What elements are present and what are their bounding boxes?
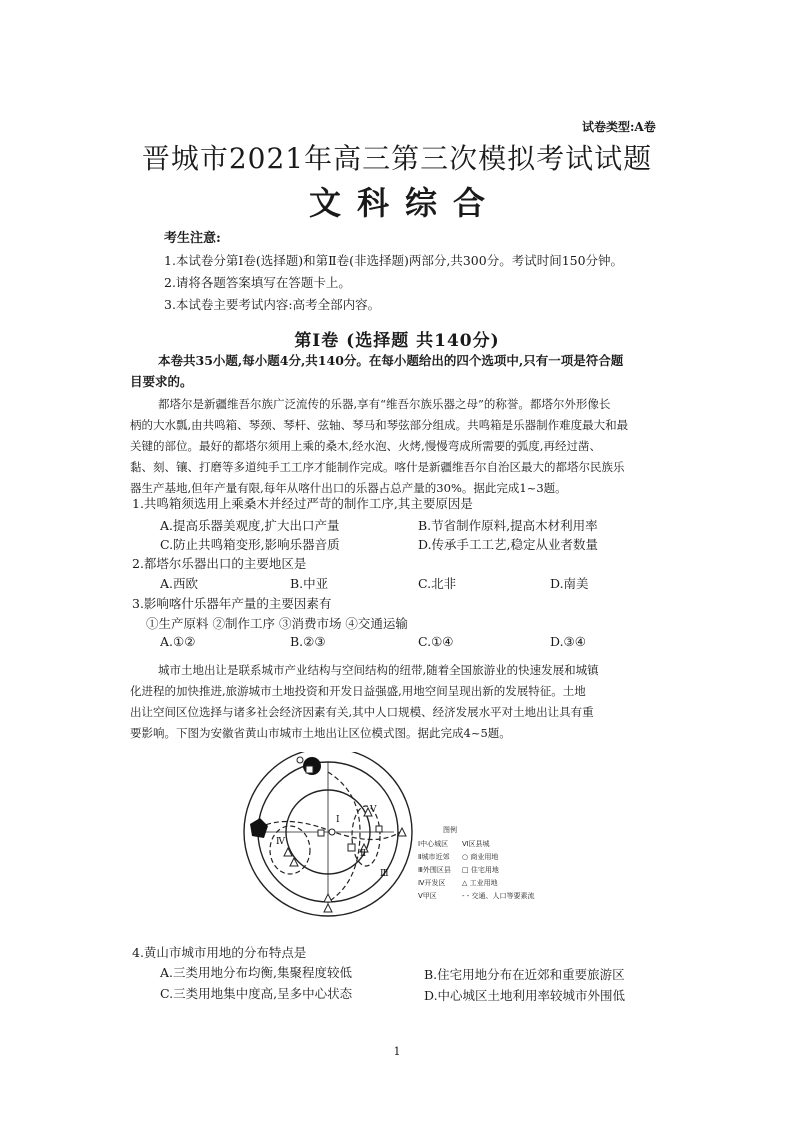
question-1-stem: 1.共鸣箱须选用上乘桑木并经过严苛的制作工序,其主要原因是 bbox=[132, 496, 473, 511]
ring-label-ii: Ⅱ bbox=[360, 849, 367, 859]
legend-item: - - 交通、人口等要素流 bbox=[462, 892, 535, 900]
q4-option-b[interactable]: B.住宅用地分布在近郊和重要旅游区 bbox=[424, 967, 625, 982]
question-4-stem: 4.黄山市城市用地的分布特点是 bbox=[132, 945, 307, 960]
passage-line: 器生产基地,但年产量有限,每年从喀什出口的乐器占总产量的30%。据此完成1~3题。 bbox=[130, 481, 567, 495]
industrial-land-symbol bbox=[324, 894, 332, 902]
ring-label-iv: Ⅳ bbox=[276, 837, 285, 847]
notice-item: 2.请将各题答案填写在答题卡上。 bbox=[164, 275, 351, 290]
q1-option-a[interactable]: A.提高乐器美观度,扩大出口产量 bbox=[160, 518, 340, 533]
q2-option-d[interactable]: D.南美 bbox=[550, 576, 589, 591]
legend-item: □ 住宅用地 bbox=[462, 866, 499, 874]
q3-option-c[interactable]: C.①④ bbox=[418, 634, 454, 649]
legend-item: Ⅵ区县城 bbox=[462, 840, 490, 848]
passage-line: 黏、刻、镶、打磨等多道纯手工工序才能制作完成。喀什是新疆维吾尔自治区最大的都塔尔民族乐 bbox=[130, 460, 625, 474]
passage-line: 都塔尔是新疆维吾尔族广泛流传的乐器,享有“维吾尔族乐器之母”的称誉。都塔尔外形像长 bbox=[158, 397, 611, 411]
passage-line: 要影响。下图为安徽省黄山市城市土地出让区位模式图。据此完成4~5题。 bbox=[130, 726, 511, 740]
q1-option-c[interactable]: C.防止共鸣箱变形,影响乐器音质 bbox=[160, 537, 340, 552]
figure-legend bbox=[418, 825, 535, 900]
notice-item: 1.本试卷分第Ⅰ卷(选择题)和第Ⅱ卷(非选择题)两部分,共300分。考试时间150分钟。 bbox=[164, 253, 624, 268]
notice-block bbox=[164, 228, 623, 316]
notice-item: 3.本试卷主要考试内容:高考全部内容。 bbox=[164, 297, 381, 312]
q3-option-b[interactable]: B.②③ bbox=[290, 634, 326, 649]
legend-item: Ⅲ外围区县 bbox=[418, 866, 451, 874]
legend-item: Ⅱ城市近郊 bbox=[418, 853, 450, 861]
q3-factors: ①生产原料 ②制作工序 ③消费市场 ④交通运输 bbox=[146, 616, 408, 631]
q3-option-a[interactable]: A.①② bbox=[160, 634, 196, 649]
passage-1 bbox=[130, 394, 660, 499]
ring-label-i: Ⅰ bbox=[336, 815, 340, 825]
land-use-location-figure bbox=[240, 752, 660, 932]
legend-item: △ 工业用地 bbox=[462, 879, 498, 887]
passage-line: 柄的大水瓢,由共鸣箱、琴颈、琴杆、弦轴、琴马和琴弦部分组成。共鸣箱是乐器制作难度最大和最 bbox=[130, 418, 629, 432]
passage-line: 城市土地出让是联系城市产业结构与空间结构的纽带,随着全国旅游业的快速发展和城镇 bbox=[158, 663, 599, 677]
q1-option-b[interactable]: B.节省制作原料,提高木材利用率 bbox=[418, 518, 598, 533]
section-intro bbox=[130, 350, 660, 392]
flow-line bbox=[328, 772, 360, 902]
q4-option-c[interactable]: C.三类用地集中度高,呈多中心状态 bbox=[160, 986, 353, 1001]
legend-item: Ⅰ中心城区 bbox=[418, 840, 449, 848]
intro-line: 本卷共35小题,每小题4分,共140分。在每小题给出的四个选项中,只有一项是符合题 bbox=[158, 353, 624, 368]
exam-title: 晋城市2021年高三第三次模拟考试试题 bbox=[141, 142, 653, 175]
q2-option-c[interactable]: C.北非 bbox=[418, 576, 457, 591]
legend-title: 图例 bbox=[443, 826, 457, 834]
legend-item: Ⅴ甲区 bbox=[418, 892, 437, 900]
passage-line: 出让空间区位选择与诸多社会经济因素有关,其中人口规模、经济发展水平对土地出让具有重 bbox=[130, 705, 594, 719]
question-3-stem: 3.影响喀什乐器年产量的主要因素有 bbox=[132, 596, 332, 611]
commercial-land-symbol bbox=[297, 757, 303, 763]
residential-land-symbol bbox=[348, 844, 355, 851]
ring-label-iii: Ⅲ bbox=[380, 869, 389, 879]
passage-2 bbox=[130, 660, 660, 744]
q4-option-a[interactable]: A.三类用地分布均衡,集聚程度较低 bbox=[160, 965, 352, 980]
passage-line: 关键的部位。最好的都塔尔须用上乘的桑木,经水泡、火烤,慢慢弯成所需要的弧度,再经过凿、 bbox=[130, 439, 601, 453]
notice-heading: 考生注意: bbox=[164, 231, 221, 246]
subject-title: 文科综合 bbox=[308, 184, 501, 222]
q2-option-a[interactable]: A.西欧 bbox=[160, 576, 199, 591]
paper-type-label: 试卷类型:A卷 bbox=[582, 120, 656, 134]
residential-land-symbol bbox=[306, 766, 313, 773]
q1-option-d[interactable]: D.传承手工工艺,稳定从业者数量 bbox=[418, 537, 599, 552]
ring-label-v: Ⅴ bbox=[370, 805, 377, 815]
legend-item: Ⅳ开发区 bbox=[418, 879, 446, 887]
intro-line: 目要求的。 bbox=[130, 374, 193, 389]
section-title: 第Ⅰ卷 (选择题 共140分) bbox=[294, 331, 500, 351]
residential-land-symbol bbox=[376, 826, 382, 832]
legend-item: ○ 商业用地 bbox=[462, 853, 499, 861]
county-seat-marker-left bbox=[250, 818, 268, 838]
industrial-land-symbol bbox=[324, 904, 332, 912]
passage-line: 化进程的加快推进,旅游城市土地投资和开发日益强盛,用地空间呈现出新的发展特征。土地 bbox=[130, 684, 586, 698]
q4-option-d[interactable]: D.中心城区土地利用率较城市外围低 bbox=[424, 988, 626, 1003]
page-number: 1 bbox=[393, 1045, 401, 1058]
residential-land-symbol bbox=[318, 830, 324, 836]
question-2-stem: 2.都塔尔乐器出口的主要地区是 bbox=[132, 556, 307, 571]
commercial-land-symbol bbox=[329, 829, 335, 835]
q3-option-d[interactable]: D.③④ bbox=[550, 634, 586, 649]
q2-option-b[interactable]: B.中亚 bbox=[290, 576, 329, 591]
